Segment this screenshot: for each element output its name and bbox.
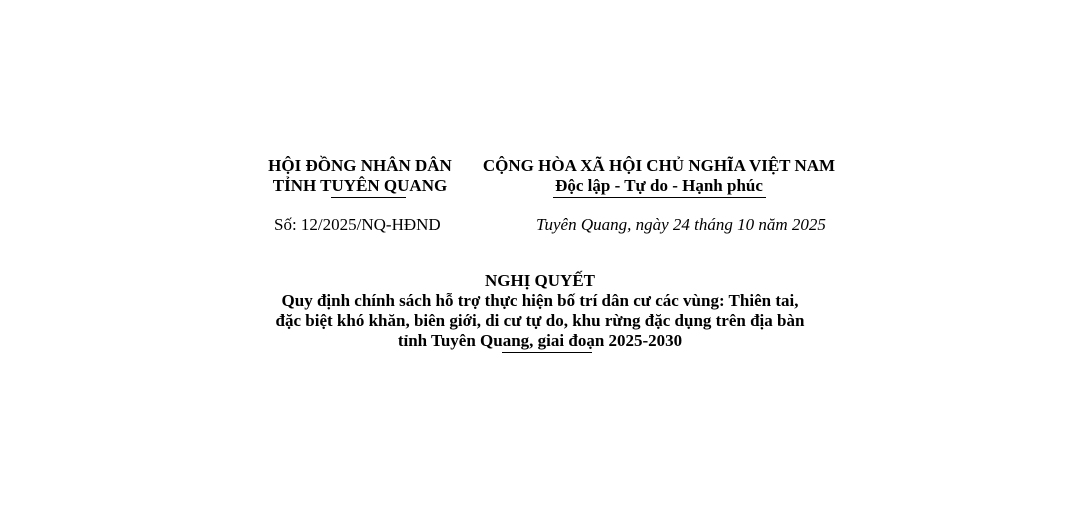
document-type: NGHỊ QUYẾT: [484, 271, 596, 290]
authority-line-2: TỈNH TUYÊN QUANG: [272, 176, 448, 195]
motto-underline: [553, 197, 766, 198]
issuing-authority: [240, 156, 480, 196]
subject-line-2: đặc biệt khó khăn, biên giới, di cư tự do, khu rừng đặc dụng trên địa bàn: [275, 311, 805, 330]
document-number: Số: 12/2025/NQ-HĐND: [274, 215, 441, 234]
authority-underline: [331, 197, 406, 198]
country-name: CỘNG HÒA XÃ HỘI CHỦ NGHĨA VIỆT NAM: [482, 156, 836, 175]
subject-line-1: Quy định chính sách hỗ trợ thực hiện bố trí dân cư các vùng: Thiên tai,: [281, 291, 799, 310]
motto: Độc lập - Tự do - Hạnh phúc: [555, 176, 763, 195]
national-motto: [478, 156, 840, 196]
title-underline: [502, 352, 592, 353]
place-and-date: Tuyên Quang, ngày 24 tháng 10 năm 2025: [536, 215, 826, 234]
subject-line-3: tỉnh Tuyên Quang, giai đoạn 2025-2030: [397, 331, 683, 350]
authority-line-1: HỘI ĐỒNG NHÂN DÂN: [268, 156, 452, 175]
document-title-block: [240, 271, 840, 351]
